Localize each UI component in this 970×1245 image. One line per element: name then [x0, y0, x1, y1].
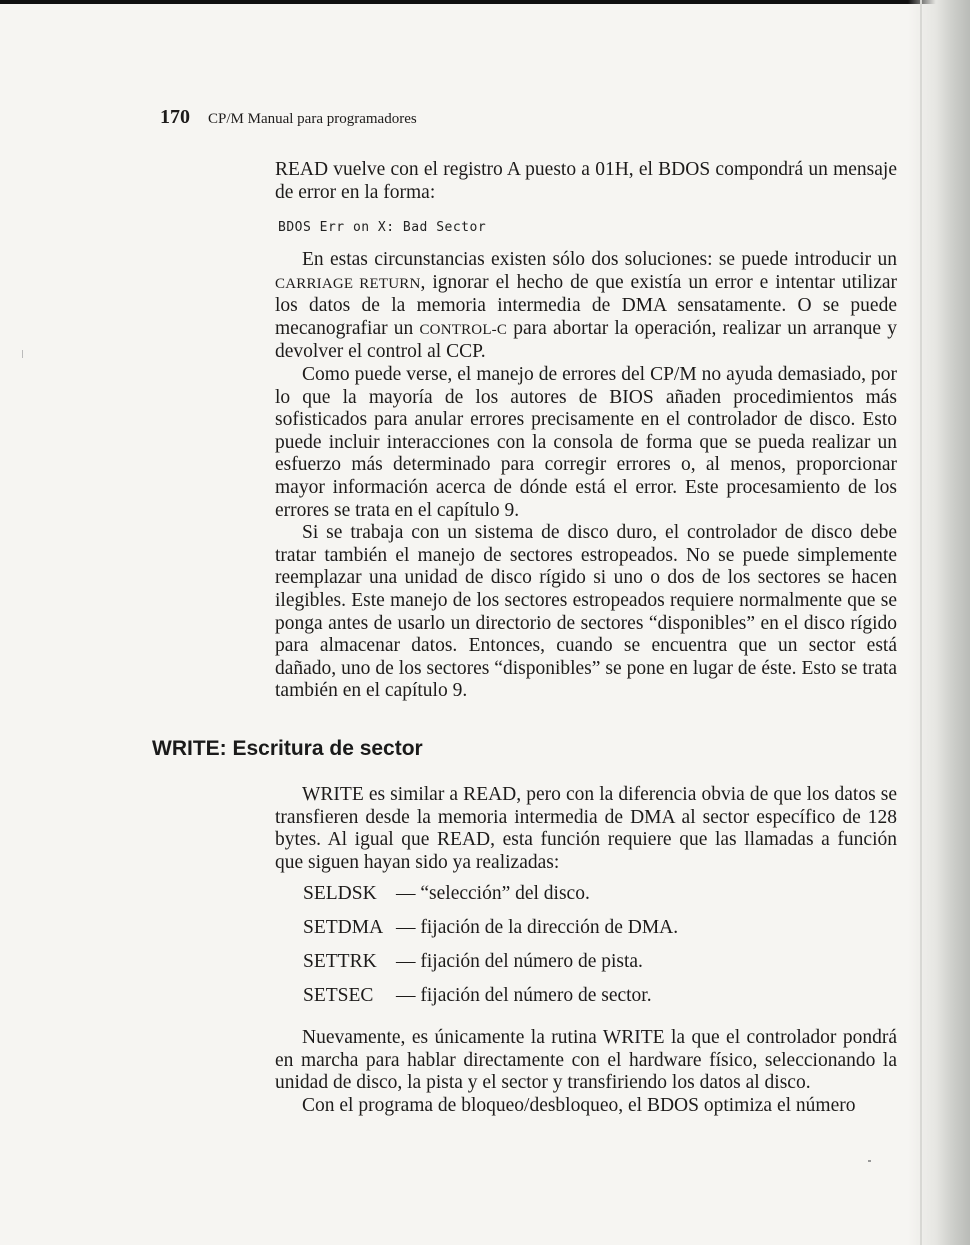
call-name: SELDSK: [303, 883, 377, 904]
call-name: SETDMA: [303, 917, 384, 938]
call-description: — fijación del número de sector.: [396, 985, 652, 1006]
body-block-write: [275, 1027, 897, 1117]
call-name: SETSEC: [303, 985, 374, 1006]
required-calls-list: [303, 883, 678, 1019]
paragraph-text: para abortar la operación, realizar un arranque y devolver el control al CCP.: [275, 317, 897, 363]
list-item: [303, 917, 678, 951]
paragraph-error-handling: Como puede verse, el manejo de errores del CP/M no ayuda demasiado, por lo que la mayoría de los autores de BIOS añaden procedimientos más sofisticados para anular errores precisamente en el controlador de disco. Esto puede incluir interacciones con la consola de forma que se pueda realizar un esfuerzo más determinado para corregir errores o, al menos, proporcionar mayor información acerca de dónde está el error. Este procesamiento de los errores se trata en el capítulo 9.: [275, 363, 897, 521]
paragraph-text: , ignorar el hecho de que existía un error e intentar utilizar los datos de la memoria intermedia de DMA sensatamente. O se puede mecanografiar un: [275, 271, 898, 339]
paper-speck: [868, 1160, 871, 1162]
paragraph-text: READ vuelve con el registro A puesto a 01H, el BDOS compondrá un mensaje de error en la forma:: [275, 159, 897, 203]
paragraph-write-intro: WRITE es similar a READ, pero con la diferencia obvia de que los datos se transfieren desde la memoria intermedia de DMA al sector específico de 128 bytes. Al igual que READ, esta función requiere que las llamadas a función que siguen hayan sido ya realizadas:: [275, 784, 897, 873]
page-number: 170: [160, 106, 190, 128]
paragraph-blocking: Con el programa de bloqueo/desbloqueo, el BDOS optimiza el número: [302, 1094, 856, 1116]
call-description: — fijación de la dirección de DMA.: [396, 917, 679, 938]
spine-edge: [920, 0, 922, 1245]
list-item: [303, 985, 678, 1019]
paragraph-hard-disk: Si se trabaja con un sistema de disco duro, el controlador de disco debe tratar también el manejo de sectores estropeados. No se puede simplemente reemplazar una unidad de disco rígido si uno o dos de los sectores se hacen ilegibles. Este manejo de los sectores estropeados requiere normalmente que se ponga antes de usarlo un directorio de sectores “disponibles” en el disco rígido para almacenar datos. Entonces, cuando se encuentra que un sector está dañado, uno de los sectores “disponibles” se pone en lugar de éste. Esto se trata también en el capítulo 9.: [275, 522, 897, 702]
paragraph-write-routine: Nuevamente, es únicamente la rutina WRITE la que el controlador pondrá en marcha para hablar directamente con el hardware físico, seleccionando la unidad de disco, la pista y el sector y transfiriendo los datos al disco.: [275, 1027, 897, 1094]
paragraph-write-intro-block: [275, 784, 897, 874]
section-heading-write: WRITE: Escritura de sector: [152, 737, 423, 760]
paragraph-read-error: [275, 159, 897, 204]
error-message-code: BDOS Err on X: Bad Sector: [278, 220, 487, 235]
call-description: — fijación del número de pista.: [396, 951, 643, 972]
body-block-read: [275, 249, 897, 703]
list-item: [303, 951, 678, 985]
paragraph-text: En estas circunstancias existen sólo dos soluciones: se puede introducir un: [302, 249, 897, 270]
call-name: SETTRK: [303, 951, 377, 972]
running-head: CP/M Manual para programadores: [208, 111, 417, 127]
spine-shadow: [908, 0, 970, 1245]
list-item: [303, 883, 678, 917]
margin-mark: [22, 350, 23, 358]
top-edge: [0, 0, 970, 4]
small-caps-term: CONTROL-C: [419, 321, 508, 338]
call-description: — “selección” del disco.: [396, 883, 590, 904]
page-header: [160, 106, 417, 129]
paragraph-solutions: [275, 249, 897, 364]
small-caps-term: CARRIAGE RETURN: [275, 275, 421, 292]
